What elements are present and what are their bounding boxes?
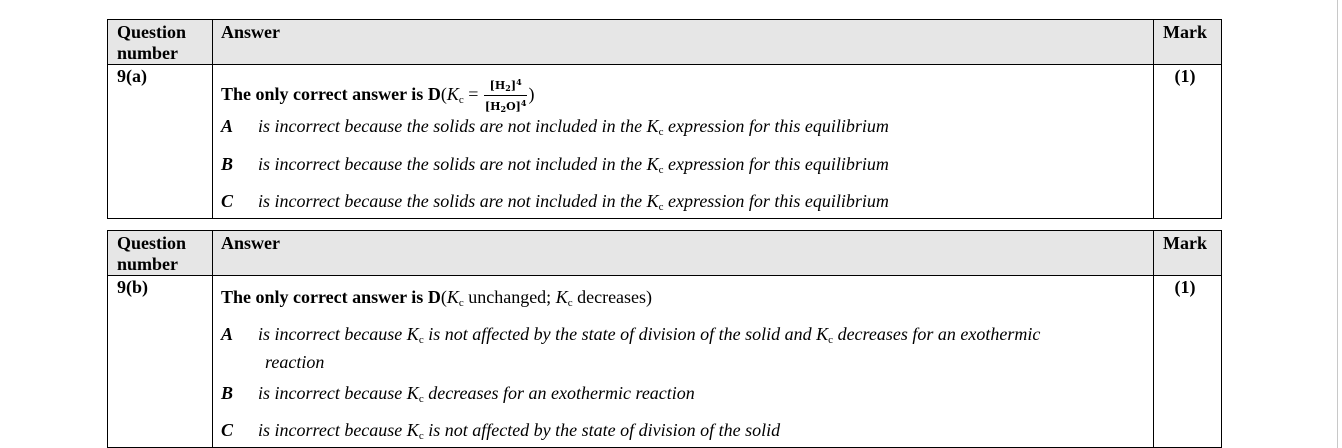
mark-scheme-table-9b — [107, 230, 1222, 448]
header-mark: Mark — [1154, 20, 1222, 65]
mark-9b: (1) — [1154, 276, 1222, 448]
option-b-9a: B is incorrect because the solids are not included in the $K_c$ expression for this equilibrium — [221, 154, 889, 176]
mark-scheme-table-9a — [107, 19, 1222, 219]
correct-answer-9a: The only correct answer is $D(K_c$ = $\frac{[H_2]^4}{[H_2O]^4}$ ) — [221, 77, 535, 115]
option-c-9a: C is incorrect because the solids are not included in the $K_c$ expression for this equilibrium — [221, 191, 889, 213]
page-edge-rule — [1337, 0, 1338, 448]
question-number-9a: 9(a) — [108, 65, 213, 219]
header-question-number: Question number — [108, 231, 213, 276]
option-b-9b: B is incorrect because $K_c$ decreases for an exothermic reaction — [221, 383, 695, 405]
kc-fraction: $\frac{[H_2]^4}{[H_2O]^4}$ — [484, 77, 527, 115]
question-number-9b: 9(b) — [108, 276, 213, 448]
answer-cell-9a — [213, 65, 1154, 219]
header-question-number: Question number — [108, 20, 213, 65]
mark-9a: (1) — [1154, 65, 1222, 219]
correct-answer-9b: The only correct answer is $D(K_c$ unchanged; $K_c$ decreases) — [221, 287, 653, 309]
header-mark: Mark — [1154, 231, 1222, 276]
option-a-9a: A is incorrect because the solids are not included in the $K_c$ expression for this equilibrium — [221, 116, 889, 138]
header-answer: Answer — [213, 20, 1154, 65]
kc-symbol: $K_c$ — [446, 84, 464, 106]
option-a-9b: A is incorrect because $K_c$ is not affected by the state of division of the solid and $K_c$ decreases for an exothermic reaction — [221, 324, 1041, 372]
answer-cell-9b — [213, 276, 1154, 448]
option-c-9b: C is incorrect because $K_c$ is not affected by the state of division of the solid — [221, 420, 781, 442]
header-answer: Answer — [213, 231, 1154, 276]
